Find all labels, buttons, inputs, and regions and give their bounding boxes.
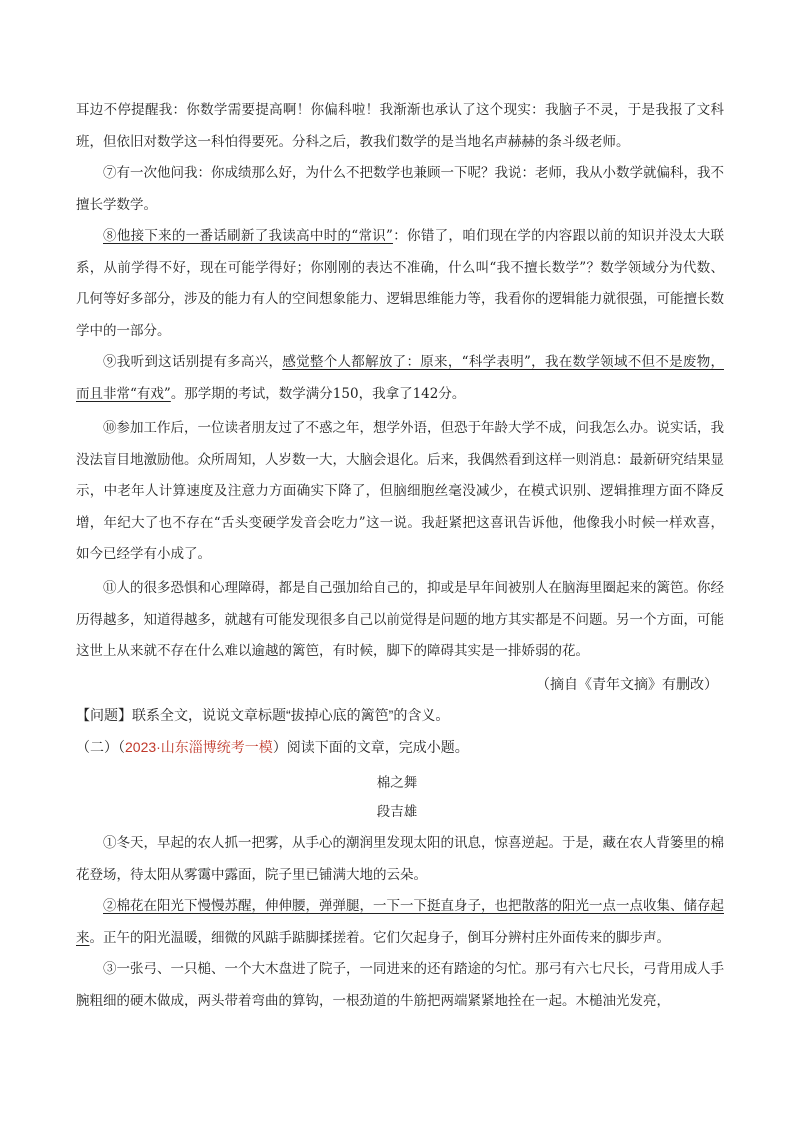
paragraph-10	[76, 413, 724, 571]
source-citation: （摘自《青年文摘》有删改）	[536, 676, 718, 692]
underlined-sentence: ⑧他接下来的一番话刷新了我读高中时的“常识”	[103, 228, 393, 244]
question-prompt: 【问题】联系全文，说说文章标题“拔掉心底的篱笆”的含义。	[76, 707, 450, 723]
paragraph-9	[76, 347, 724, 410]
section-suffix: ）阅读下面的文章，完成小题。	[272, 739, 469, 755]
paragraph-text: ③一张弓、一只槌、一个大木盘进了院子，一同进来的还有踏途的匀忙。那弓有六七尺长，弓背用成人手腕粗细的硬木做成，两头带着弯曲的算钩，一根劲道的牛筋把两端紧紧地拴在一起。木槌油光发亮，	[76, 961, 724, 1009]
paragraph-text: ：你错了，咱们现在学的内容跟以前的知识并没太大联系，从前学得不好，现在可能学得好；你刚刚的表达不准确，什么叫“我不擅长数学”？数学领域分为代数、几何等好多部分，涉及的能力有人的空间想象能力、逻辑思维能力等，我看你的逻辑能力就很强，可能擅长数学中的一部分。	[76, 228, 725, 339]
paragraph-8	[76, 221, 724, 347]
paragraph-text: ⑨我听到这话别提有多高兴，	[103, 354, 283, 370]
paragraph-continuation	[76, 95, 724, 158]
paragraph-7	[76, 158, 724, 221]
paragraph-11	[76, 573, 724, 668]
article-paragraph-1	[76, 828, 724, 891]
paragraph-text: ⑪人的很多恐惧和心理障碍，都是自己强加给自己的，抑或是早年间被别人在脑海里圈起来的篱笆。你经历得越多，知道得越多，就越有可能发现很多自己以前觉得是问题的地方其实都是不问题。另一个方面，可能这世上从来就不存在什么难以逾越的篱笆，有时候，脚下的障碍其实是一排娇弱的花。	[76, 580, 724, 660]
underlined-sentence: ②棉花在阳光下慢慢苏醒，伸伸腰，弹弹腿，一下一下挺直身子，也把散落的阳光一点一点收集、储存起来	[76, 898, 724, 946]
paragraph-text: 。正午的阳光温暖，细微的风踮手踮脚揉搓着。它们欠起身子，倒耳分辨村庄外面传来的脚步声。	[89, 929, 670, 946]
section-prefix: （二）（	[76, 739, 125, 755]
article-paragraph-3	[76, 954, 724, 1017]
exam-source-tag[interactable]: 2023·山东淄博统考一模	[125, 739, 273, 755]
section-heading	[76, 737, 469, 757]
article-author: 段吉雄	[376, 804, 418, 820]
article-paragraph-2	[76, 891, 724, 954]
paragraph-text: 。那学期的考试，数学满分150，我拿了142分。	[170, 385, 466, 402]
paragraph-text: ①冬天，早起的农人抓一把雾，从手心的潮润里发现太阳的讯息，惊喜逆起。于是，藏在农人背篓里的棉花登场，待太阳从雾霭中露面，院子里已铺满大地的云朵。	[76, 835, 724, 883]
article-title: 棉之舞	[376, 775, 418, 791]
underlined-sentence: 感觉整个人都解放了：原来，“科学表明”，我在数学领域不但不是废物，而且非常“有戏”	[76, 354, 724, 402]
paragraph-text: ⑦有一次他问我：你成绩那么好，为什么不把数学也兼顾一下呢？我说：老师，我从小数学就偏科，我不擅长学数学。	[76, 165, 724, 213]
paragraph-text: ⑩参加工作后，一位读者朋友过了不惑之年，想学外语，但恐于年龄大学不成，问我怎么办。说实话，我没法盲目地激励他。众所周知，人岁数一大，大脑会退化。后来，我偶然看到这样一则消息：最新研究结果显示，中老年人计算速度及注意力方面确实下降了，但脑细胞丝毫没减少，在模式识别、逻辑推理方面不降反增，年纪大了也不存在“舌头变硬学发音会吃力”这一说。我赶紧把这喜讯告诉他，他像我小时候一样欢喜，如今已经学有小成了。	[76, 420, 724, 563]
paragraph-text: 耳边不停提醒我：你数学需要提高啊！你偏科啦！我渐渐也承认了这个现实：我脑子不灵，于是我报了文科班，但依旧对数学这一科怕得要死。分科之后，教我们数学的是当地名声赫赫的条斗级老师。	[76, 102, 724, 150]
